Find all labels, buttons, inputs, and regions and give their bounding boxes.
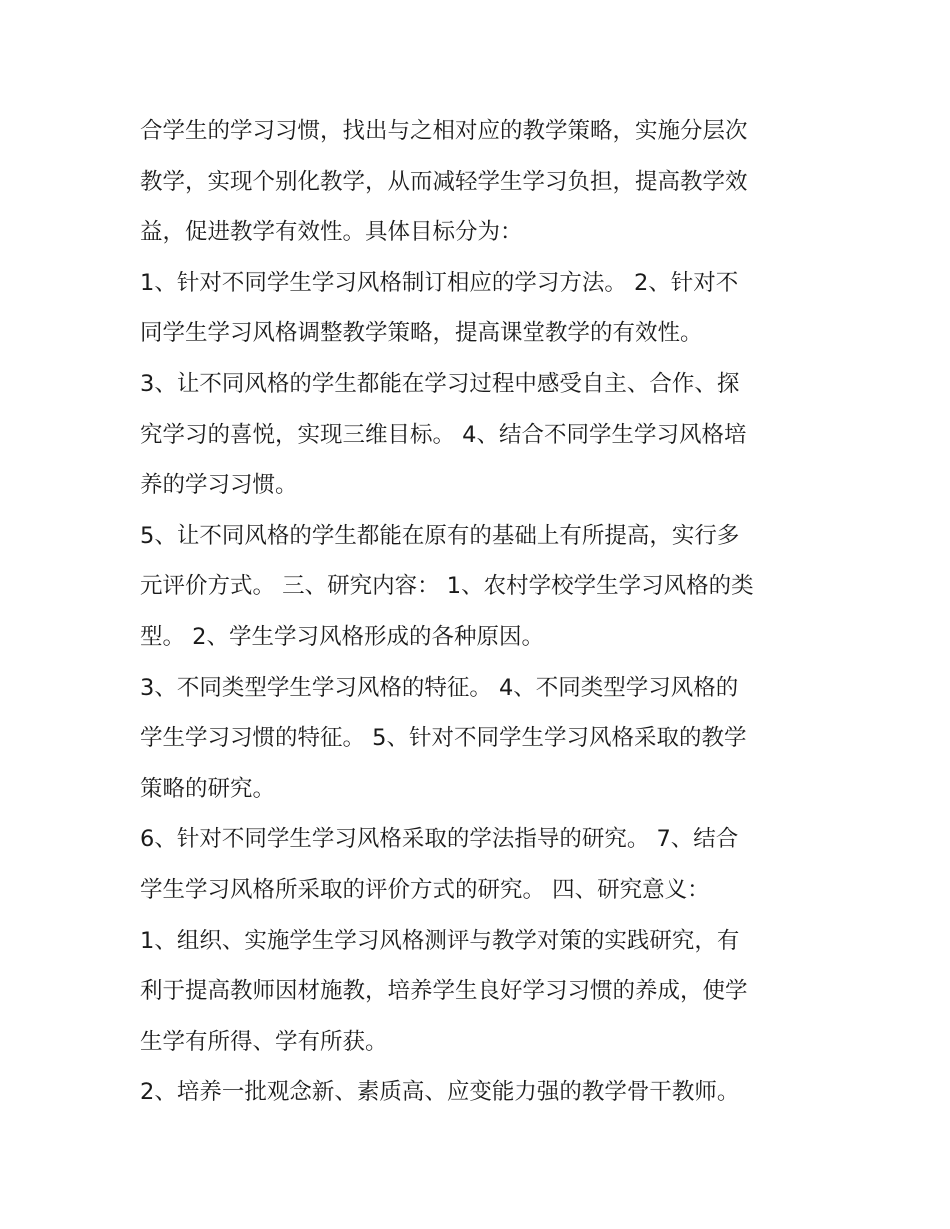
text-line: 养的学习习惯。 xyxy=(140,472,298,499)
document-body xyxy=(140,106,820,1118)
text-line: 学生学习习惯的特征。 5、针对不同学生学习风格采取的教学 xyxy=(140,725,747,752)
text-line: 1、组织、实施学生学习风格测评与教学对策的实践研究，有 xyxy=(140,927,740,954)
text-line: 3、不同类型学生学习风格的特征。 4、不同类型学习风格的 xyxy=(140,674,739,701)
text-line: 生学有所得、学有所获。 xyxy=(140,1028,388,1055)
text-line: 型。 2、学生学习风格形成的各种原因。 xyxy=(140,623,544,650)
text-line: 1、针对不同学生学习风格制订相应的学习方法。 2、针对不 xyxy=(140,269,739,296)
text-line: 利于提高教师因材施教，培养学生良好学习习惯的养成，使学 xyxy=(140,978,748,1005)
text-line: 同学生学习风格调整教学策略，提高课堂教学的有效性。 xyxy=(140,320,703,347)
text-line: 策略的研究。 xyxy=(140,775,276,802)
text-line: 2、培养一批观念新、素质高、应变能力强的教学骨干教师。 xyxy=(140,1079,740,1106)
text-line: 益，促进教学有效性。具体目标分为： xyxy=(140,219,523,246)
text-line: 元评价方式。 三、研究内容： 1、农村学校学生学习风格的类 xyxy=(140,573,754,600)
text-line: 究学习的喜悦，实现三维目标。 4、结合不同学生学习风格培 xyxy=(140,421,747,448)
text-line: 学生学习风格所采取的评价方式的研究。 四、研究意义： xyxy=(140,876,710,903)
text-line: 5、让不同风格的学生都能在原有的基础上有所提高，实行多 xyxy=(140,522,740,549)
text-line: 教学，实现个别化教学，从而减轻学生学习负担，提高教学效 xyxy=(140,168,748,195)
text-line: 3、让不同风格的学生都能在学习过程中感受自主、合作、探 xyxy=(140,370,740,397)
text-line: 合学生的学习习惯，找出与之相对应的教学策略，实施分层次 xyxy=(140,118,748,144)
text-line: 6、针对不同学生学习风格采取的学法指导的研究。 7、结合 xyxy=(140,826,739,853)
